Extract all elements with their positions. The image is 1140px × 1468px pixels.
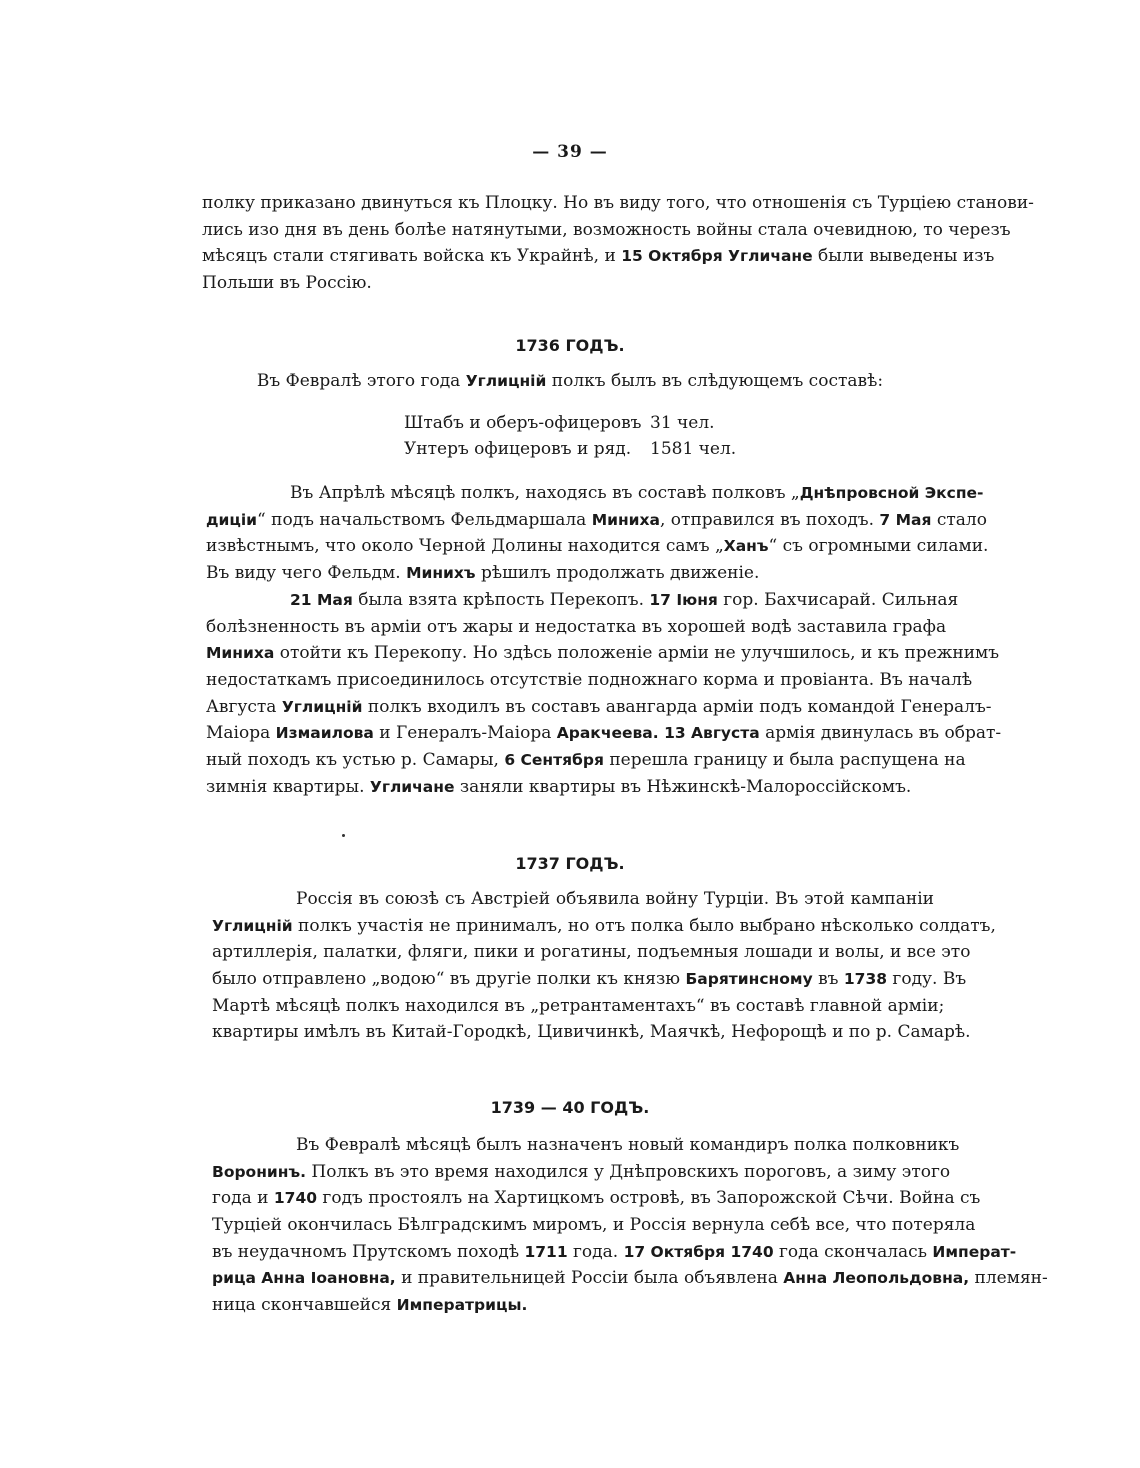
paragraph-1737 [212,886,996,1046]
text-run: полкъ входилъ въ составъ авангарда арміи подъ командой Генералъ- [362,696,992,717]
bold-run: 1738 [843,970,888,989]
table-label: Штабъ и оберъ-офицеровъ [404,413,642,433]
text-run: гор. Бахчисарай. Сильная [717,590,959,610]
text-line [206,667,973,694]
text-line [206,720,1002,747]
text-line [212,1132,960,1159]
bold-run: Миниха [591,510,660,529]
text-run: артиллерія, палатки, фляги, пики и рогатины, подъемныя лошади и волы, и все это [212,942,971,963]
print-speck [342,834,345,837]
text-line [212,913,996,940]
text-line [212,886,934,913]
text-line [202,217,1011,244]
heading-1737: 1737 ГОДЪ. [515,854,625,873]
bold-run: 1711 [524,1242,568,1261]
text-run: года и [212,1188,274,1209]
text-run: въ [812,969,844,990]
text-run: армія двинулась въ обрат- [759,723,1002,744]
text-run: Турціей окончилась Бѣлградскимъ миромъ, и Россія вернула себѣ все, что потеряла [212,1215,976,1236]
text-run: перешла границу и была распущена на [603,750,966,771]
text-line [202,270,932,297]
text-run: ный походъ къ устью р. Самары, [206,750,505,771]
text-run: болѣзненность въ арміи отъ жары и недостатка въ хорошей водѣ заставила графа [206,616,947,637]
text-line [202,190,1034,217]
text-run: полкъ былъ въ слѣдующемъ составѣ: [546,371,884,391]
text-run: “ съ огромными силами. [768,536,989,557]
bold-run: 6 Сентября [504,751,604,770]
text-line [212,1265,1048,1292]
text-run: года скончалась [773,1241,933,1262]
bold-run: рица Анна Іоановна, [212,1269,396,1288]
text-line [212,993,945,1020]
composition-table [404,410,760,462]
text-run: года. [567,1241,624,1262]
text-run: было отправлено „водою“ въ другіе полки къ князю [212,969,686,990]
text-line [206,533,989,560]
text-run: лись изо дня въ день болѣе натянутыми, возможность войны стала очевидною, то черезъ [202,219,1011,240]
bold-run: Угличане [369,777,455,796]
text-line [206,640,1000,667]
heading-1736: 1736 ГОДЪ. [515,336,625,355]
intro-paragraph [202,190,1034,297]
text-run: мѣсяцъ стали стягивать войска къ Украйнѣ, и [202,246,622,267]
text-run: полку приказано двинуться къ Плоцку. Но въ виду того, что отношенія съ Турціею станови- [202,193,1034,213]
bold-run: диціи [206,510,258,529]
bold-run: 17 Октября 1740 [623,1242,774,1261]
text-run: Въ Февралѣ мѣсяцѣ былъ назначенъ новый командиръ полка полковникъ [296,1135,960,1155]
bold-run: 7 Мая [879,510,932,529]
text-line [212,939,971,966]
text-run: Маіора [206,723,276,744]
bold-run: Барятинсному [685,970,813,989]
bold-run: 13 Августа [664,724,760,743]
bold-run: Измаилова [275,724,374,743]
page-number: — 39 — [532,142,608,162]
text-line [206,694,992,721]
text-run: заняли квартиры въ Нѣжинскѣ-Малороссійскомъ. [454,776,912,797]
text-run: Полкъ въ это время находился у Днѣпровскихъ пороговъ, а зиму этого [306,1161,951,1182]
paragraph-1739 [212,1132,1048,1319]
table-row [404,436,760,462]
text-line [212,1292,940,1319]
table-value: 31 чел. [650,413,715,433]
text-run: стало [931,509,987,530]
bold-run: 17 Іюня [649,591,718,609]
text-run: ница скончавшейся [212,1295,397,1316]
heading-1739: 1739 — 40 ГОДЪ. [490,1098,650,1117]
text-run: году. Въ [887,969,967,990]
paragraph-1736-april [206,480,989,587]
text-run: Польши въ Россію. [202,273,372,294]
text-run: отойти къ Перекопу. Но здѣсь положеніе арміи не улучшилось, и къ прежнимъ [274,643,1000,664]
text-line [202,243,995,270]
bold-run: 1740 [273,1189,318,1208]
text-run: недостаткамъ присоединилось отсутствіе подножнаго корма и провіанта. Въ началѣ [206,670,973,691]
text-run: годъ простоялъ на Хартицкомъ островѣ, въ Запорожской Сѣчи. Война съ [317,1188,981,1209]
bold-run: Воронинъ. [212,1162,307,1181]
text-line [206,480,984,507]
table-value: 1581 чел. [650,439,737,459]
text-run: и Генералъ-Маіора [373,723,557,744]
text-run: квартиры имѣлъ въ Китай-Городкѣ, Цивичинкѣ, Маячкѣ, Нефорощѣ и по р. Самарѣ. [212,1022,971,1043]
text-line [206,560,928,587]
table-label: Унтеръ офицеровъ и ряд. [404,439,632,459]
text-line [212,1159,951,1186]
text-line [206,747,966,774]
text-run: Въ виду чего Фельдм. [206,563,407,584]
bold-run: 21 Мая [290,591,353,609]
text-run: Августа [206,696,282,717]
bold-run: Миниха [206,644,275,663]
bold-run: Днѣпровсной Экспе- [799,484,984,502]
text-run: и правительницей Россіи была объявлена [395,1268,784,1289]
bold-run: Анна Леопольдовна, [783,1269,970,1288]
text-run: извѣстнымъ, что около Черной Долины находится самъ „ [206,536,724,557]
text-run: рѣшилъ продолжать движеніе. [475,563,760,584]
text-run: были выведены изъ [812,246,995,267]
bold-run: Углицній [465,372,547,390]
text-line [212,966,967,993]
text-run: племян- [969,1268,1048,1289]
text-line [206,774,932,801]
text-run: “ подъ начальствомъ Фельдмаршала [257,509,592,530]
bold-run: Аракчеева. [556,724,659,743]
text-line [212,1019,971,1046]
bold-run: Углицній [281,697,363,716]
paragraph-1736-may [206,587,1002,801]
text-run: была взята крѣпость Перекопъ. [352,590,650,610]
text-run: полкъ участія не принималъ, но отъ полка было выбрано нѣсколько солдатъ, [292,915,996,936]
text-line [206,614,947,641]
bold-run: Углицній [212,916,293,935]
bold-run: Императ- [932,1242,1017,1261]
text-run: въ неудачномъ Прутскомъ походѣ [212,1241,525,1262]
table-row [404,410,760,436]
bold-run: Императрицы. [396,1296,528,1315]
text-run: Мартѣ мѣсяцѣ полкъ находился въ „ретрантаментахъ“ въ составѣ главной арміи; [212,995,945,1016]
text-run: Россія въ союзѣ съ Австріей объявила войну Турціи. Въ этой кампаніи [296,889,934,909]
composition-line [0,371,1140,391]
bold-run: Ханъ [723,537,769,556]
bold-run: Минихъ [406,564,476,583]
text-run: , отправился въ походъ. [660,509,880,530]
text-line [212,1239,1017,1266]
text-line [206,507,987,534]
text-run: Въ Февралѣ этого года [256,371,466,391]
text-line [212,1212,976,1239]
text-run: зимнія квартиры. [206,776,370,797]
text-line [212,1185,981,1212]
bold-run: 15 Октября Угличане [621,247,813,266]
text-line [206,587,959,614]
text-run: Въ Апрѣлѣ мѣсяцѣ полкъ, находясь въ составѣ полковъ „ [290,483,800,503]
